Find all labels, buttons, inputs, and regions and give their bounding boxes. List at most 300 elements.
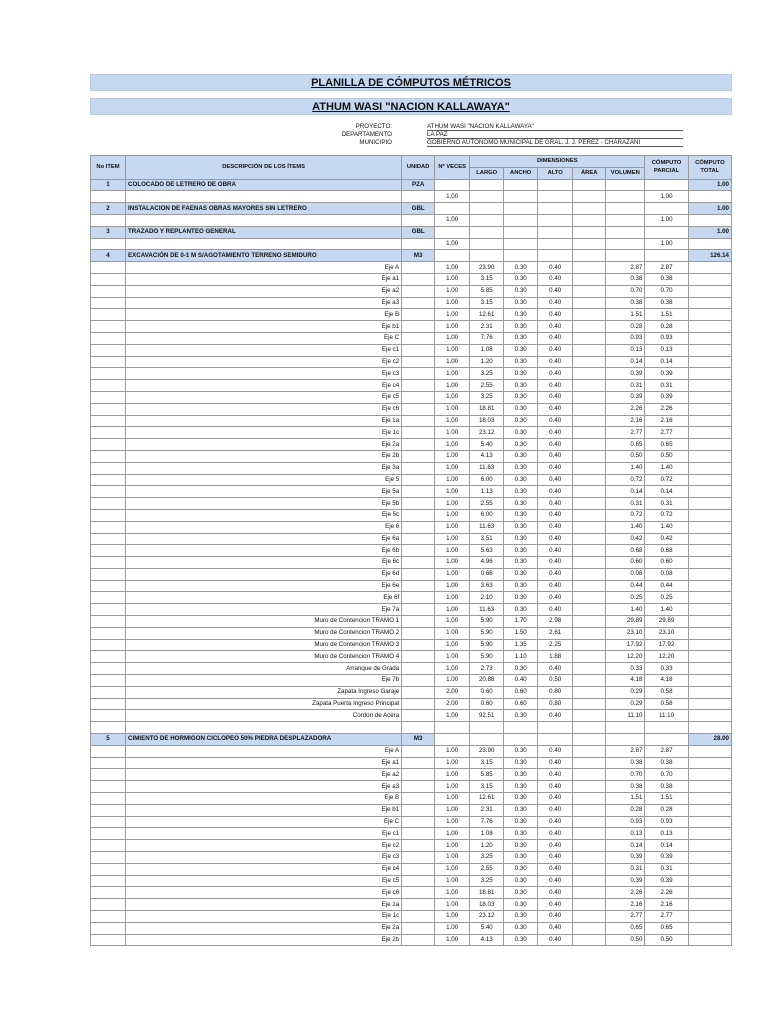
empty-cell [91,262,126,274]
empty-cell [91,852,126,864]
empty-cell [402,321,435,333]
row-parcial: 0.72 [645,474,688,486]
row-area [573,191,606,203]
row-veces: 1.00 [435,911,470,923]
item-description: INSTALACION DE FAENAS OBRAS MAYORES SIN LETRERO [126,203,402,215]
empty-cell [91,391,126,403]
row-volumen: 0.08 [606,568,645,580]
row-volumen: 0.31 [606,863,645,875]
row-ancho: 0.30 [504,804,538,816]
empty-cell [688,852,731,864]
row-ancho: 0.30 [504,344,538,356]
row-alto: 0.40 [538,498,573,510]
row-description: Eje 5c [126,509,402,521]
row-largo: 18.03 [470,899,504,911]
row-description: Eje 1a [126,899,402,911]
empty-cell [402,580,435,592]
row-largo: 18.81 [470,403,504,415]
row-description: Eje a1 [126,273,402,285]
empty-cell [688,415,731,427]
row-largo: 0.60 [470,698,504,710]
empty-cell [91,887,126,899]
row-veces: 1.00 [435,368,470,380]
empty-cell [402,793,435,805]
row-veces: 1.00 [435,840,470,852]
row-veces: 1.00 [435,214,470,226]
empty-cell [91,840,126,852]
table-row [91,840,732,852]
row-parcial: 1.40 [645,604,688,616]
row-volumen: 1.40 [606,604,645,616]
item-unit: GBL [402,226,435,238]
row-ancho: 0.30 [504,309,538,321]
row-veces: 1.00 [435,793,470,805]
table-row [91,627,732,639]
row-ancho: 1.35 [504,639,538,651]
empty-cell [688,403,731,415]
row-largo: 3.25 [470,852,504,864]
row-volumen: 0.38 [606,297,645,309]
row-parcial: 0.70 [645,769,688,781]
row-largo: 5.90 [470,651,504,663]
row-largo: 2.10 [470,592,504,604]
row-ancho: 1.10 [504,651,538,663]
row-largo: 12.61 [470,309,504,321]
table-row [91,911,732,923]
row-veces: 1.00 [435,804,470,816]
empty-cell [402,722,435,734]
row-veces: 1.00 [435,592,470,604]
empty-cell [573,250,606,262]
empty-cell [688,557,731,569]
row-description: Eje A [126,262,402,274]
empty-cell [573,226,606,238]
empty-cell [645,250,688,262]
row-area [573,557,606,569]
empty-cell [688,533,731,545]
row-area [573,769,606,781]
table-row [91,474,732,486]
row-parcial: 0.39 [645,368,688,380]
row-alto: 0.40 [538,427,573,439]
empty-cell [91,321,126,333]
row-area [573,745,606,757]
row-description: Muro de Contencion TRAMO 3 [126,639,402,651]
empty-cell [402,545,435,557]
table-row [91,285,732,297]
empty-cell [402,344,435,356]
item-header-row [91,734,732,746]
row-largo: 3.15 [470,757,504,769]
row-ancho: 0.30 [504,509,538,521]
row-description: Eje c1 [126,828,402,840]
row-parcial: 0.44 [645,580,688,592]
row-parcial: 1.51 [645,793,688,805]
row-alto: 0.40 [538,533,573,545]
col-alto: ALTO [538,167,573,179]
empty-cell [688,698,731,710]
row-area [573,686,606,698]
row-description: Eje 6b [126,545,402,557]
empty-cell [402,757,435,769]
row-veces: 1.00 [435,557,470,569]
row-veces: 1.00 [435,616,470,628]
row-largo: 23.90 [470,262,504,274]
row-area [573,757,606,769]
empty-cell [91,722,126,734]
page-title [90,74,732,91]
empty-cell [470,226,504,238]
row-veces: 1.00 [435,710,470,722]
empty-cell [91,533,126,545]
row-alto: 0.40 [538,793,573,805]
table-row [91,757,732,769]
row-alto: 0.40 [538,592,573,604]
row-volumen: 0.93 [606,816,645,828]
row-description: Eje 1a [126,415,402,427]
row-description: Eje 2a [126,439,402,451]
row-veces: 1.00 [435,934,470,946]
table-row [91,403,732,415]
table-row [91,545,732,557]
empty-cell [91,356,126,368]
row-volumen: 0.13 [606,828,645,840]
row-veces: 1.00 [435,828,470,840]
item-description: TRAZADO Y REPLANTEO GENERAL [126,226,402,238]
row-ancho: 0.30 [504,840,538,852]
row-description: Eje c3 [126,852,402,864]
empty-cell [402,439,435,451]
row-largo: 5.40 [470,922,504,934]
row-parcial: 0.14 [645,840,688,852]
row-area [573,521,606,533]
row-parcial: 2.87 [645,745,688,757]
empty-cell [402,592,435,604]
empty-cell [688,238,731,250]
row-description: Eje 2b [126,450,402,462]
row-veces: 1.00 [435,344,470,356]
empty-cell [402,415,435,427]
empty-cell [688,332,731,344]
table-row [91,238,732,250]
row-alto: 0.40 [538,356,573,368]
row-alto: 0.40 [538,545,573,557]
empty-cell [402,604,435,616]
row-volumen: 1.40 [606,521,645,533]
row-description: Eje C [126,332,402,344]
empty-cell [688,781,731,793]
row-alto: 2.25 [538,639,573,651]
row-volumen: 0.28 [606,804,645,816]
row-ancho: 0.30 [504,332,538,344]
row-alto: 0.40 [538,332,573,344]
item-description: EXCAVACIÓN DE 0-1 M S/AGOTAMIENTO TERRENO SEMIDURO [126,250,402,262]
row-alto: 0.40 [538,568,573,580]
table-row [91,675,732,687]
row-area [573,875,606,887]
row-description: Zapata Ingreso Garaje [126,686,402,698]
row-area [573,498,606,510]
item-unit: GBL [402,203,435,215]
table-row [91,887,732,899]
empty-cell [402,651,435,663]
row-description: Eje c2 [126,356,402,368]
row-veces: 1.00 [435,675,470,687]
row-volumen: 2.16 [606,415,645,427]
table-row [91,710,732,722]
empty-cell [606,226,645,238]
empty-cell [402,675,435,687]
row-veces: 1.00 [435,462,470,474]
empty-cell [91,616,126,628]
row-largo: 5.90 [470,627,504,639]
empty-cell [91,639,126,651]
row-veces: 1.00 [435,639,470,651]
row-volumen: 0.39 [606,391,645,403]
empty-cell [91,663,126,675]
row-description: Eje a3 [126,781,402,793]
row-ancho: 0.30 [504,922,538,934]
header-row [91,156,732,168]
row-area [573,262,606,274]
table-row [91,899,732,911]
row-alto: 0.40 [538,262,573,274]
row-volumen: 0.25 [606,592,645,604]
row-alto: 0.40 [538,368,573,380]
empty-cell [91,899,126,911]
row-largo [470,191,504,203]
row-ancho: 0.30 [504,828,538,840]
row-alto: 0.40 [538,309,573,321]
row-alto: 0.40 [538,934,573,946]
row-alto: 0.40 [538,509,573,521]
row-description: Eje c6 [126,887,402,899]
row-description: Eje b1 [126,321,402,333]
table-row [91,415,732,427]
row-veces: 1.00 [435,356,470,368]
empty-cell [688,486,731,498]
row-description: Eje b1 [126,804,402,816]
table-row [91,793,732,805]
row-alto: 0.40 [538,273,573,285]
row-volumen [606,191,645,203]
row-parcial: 0.39 [645,875,688,887]
empty-cell [606,722,645,734]
row-area [573,781,606,793]
row-largo: 23.12 [470,911,504,923]
row-largo: 2.55 [470,380,504,392]
row-area [573,309,606,321]
row-veces: 1.00 [435,533,470,545]
row-ancho: 0.30 [504,887,538,899]
row-alto: 0.40 [538,486,573,498]
row-description: Eje a2 [126,285,402,297]
row-description: Arranque de Grada [126,663,402,675]
row-parcial: 0.65 [645,922,688,934]
row-alto: 0.40 [538,580,573,592]
row-area [573,663,606,675]
empty-cell [606,734,645,746]
row-largo: 7.76 [470,816,504,828]
table-row [91,439,732,451]
row-veces: 1.00 [435,545,470,557]
row-volumen: 0.68 [606,545,645,557]
row-largo: 3.25 [470,391,504,403]
row-volumen: 0.33 [606,663,645,675]
empty-cell [402,639,435,651]
empty-cell [402,297,435,309]
row-largo: 3.25 [470,875,504,887]
row-largo: 23.90 [470,745,504,757]
info-label-departamento: DEPARTAMENTO [341,131,392,138]
empty-cell [688,568,731,580]
empty-cell [91,828,126,840]
empty-cell [91,557,126,569]
table-row [91,816,732,828]
row-parcial: 0.39 [645,852,688,864]
row-largo: 2.31 [470,804,504,816]
row-volumen: 0.28 [606,321,645,333]
row-parcial: 0.13 [645,828,688,840]
row-alto [538,191,573,203]
row-ancho: 0.30 [504,486,538,498]
row-area [573,911,606,923]
empty-cell [91,332,126,344]
row-volumen: 17.92 [606,639,645,651]
row-alto: 0.40 [538,391,573,403]
row-parcial: 0.31 [645,863,688,875]
empty-cell [402,462,435,474]
row-volumen [606,214,645,226]
empty-cell [435,250,470,262]
row-alto: 0.40 [538,757,573,769]
info-labels [290,123,392,147]
row-ancho: 0.30 [504,592,538,604]
row-alto: 0.40 [538,450,573,462]
row-veces: 1.00 [435,439,470,451]
row-volumen: 0.70 [606,285,645,297]
row-volumen: 11.10 [606,710,645,722]
empty-cell [402,745,435,757]
info-label-municipio: MUNICIPIO [359,139,392,146]
row-veces: 1.00 [435,863,470,875]
row-largo: 5.90 [470,616,504,628]
row-ancho: 0.30 [504,533,538,545]
empty-cell [402,356,435,368]
row-largo: 2.55 [470,498,504,510]
row-largo: 5.90 [470,639,504,651]
empty-cell [688,899,731,911]
empty-cell [91,238,126,250]
row-description: Eje c5 [126,391,402,403]
empty-cell [573,734,606,746]
row-parcial: 0.93 [645,816,688,828]
row-ancho [504,191,538,203]
empty-cell [538,722,573,734]
empty-cell [688,627,731,639]
empty-cell [402,450,435,462]
row-largo: 5.85 [470,285,504,297]
empty-cell [402,769,435,781]
row-volumen: 0.39 [606,852,645,864]
row-alto: 0.40 [538,403,573,415]
table-row [91,380,732,392]
row-veces: 1.00 [435,781,470,793]
table-row [91,781,732,793]
table-row [91,592,732,604]
row-description: Eje c3 [126,368,402,380]
computos-table [90,155,732,946]
row-parcial: 12.20 [645,651,688,663]
empty-cell [91,627,126,639]
item-total: 126.14 [688,250,731,262]
row-largo: 5.40 [470,439,504,451]
row-veces: 1.00 [435,391,470,403]
empty-cell [470,722,504,734]
row-area [573,533,606,545]
empty-cell [402,309,435,321]
empty-cell [606,179,645,191]
row-veces: 1.00 [435,887,470,899]
row-alto: 0.40 [538,604,573,616]
row-ancho: 0.30 [504,875,538,887]
row-volumen: 0.13 [606,344,645,356]
row-description: Eje 6 [126,521,402,533]
row-parcial: 0.28 [645,804,688,816]
row-parcial: 0.28 [645,321,688,333]
row-veces: 1.00 [435,273,470,285]
row-ancho: 0.30 [504,745,538,757]
row-description: Eje 5b [126,498,402,510]
row-largo: 2.55 [470,863,504,875]
row-description: Eje 7b [126,675,402,687]
row-volumen: 0.14 [606,840,645,852]
row-largo: 2.73 [470,663,504,675]
row-veces: 1.00 [435,604,470,616]
row-alto: 0.40 [538,462,573,474]
empty-cell [688,934,731,946]
table-row [91,332,732,344]
row-largo: 4.13 [470,934,504,946]
table-row [91,462,732,474]
empty-cell [606,203,645,215]
table-row [91,568,732,580]
empty-cell [402,934,435,946]
row-alto: 0.40 [538,840,573,852]
row-volumen: 0.50 [606,450,645,462]
row-area [573,439,606,451]
empty-cell [435,734,470,746]
item-total: 28.00 [688,734,731,746]
row-volumen: 0.93 [606,332,645,344]
row-ancho [504,214,538,226]
empty-cell [688,297,731,309]
item-header-row [91,179,732,191]
row-volumen: 0.31 [606,380,645,392]
row-veces: 1.00 [435,769,470,781]
empty-cell [402,627,435,639]
empty-cell [435,203,470,215]
row-area [573,474,606,486]
table-row [91,273,732,285]
empty-cell [402,273,435,285]
table-row [91,863,732,875]
empty-cell [688,273,731,285]
empty-cell [402,781,435,793]
row-area [573,627,606,639]
row-alto: 0.40 [538,745,573,757]
empty-cell [91,686,126,698]
